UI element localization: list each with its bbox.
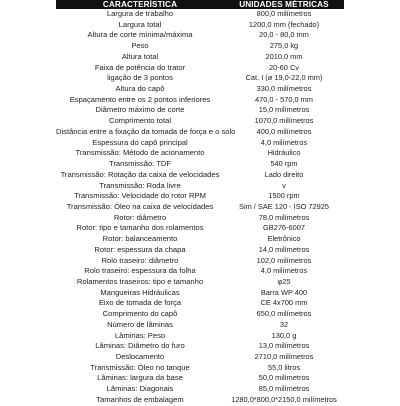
characteristic-cell: Altura de corte mínima/máxima <box>87 30 193 40</box>
characteristic-cell: Altura total <box>121 51 159 61</box>
metric-value-cell: Eletrônico <box>267 234 301 244</box>
table-row <box>56 309 344 320</box>
metric-value-cell: 20-60 Cv <box>269 62 299 72</box>
characteristic-cell: Rotor: tipo e tamanho dos rolamentos <box>76 223 204 233</box>
table-row <box>56 191 344 202</box>
characteristic-cell: Comprimento total <box>108 116 172 126</box>
characteristic-cell: Transmissão: Rotação da caixa de velocidades <box>60 169 220 179</box>
metric-value-cell: Hidráulico <box>267 148 301 158</box>
characteristic-cell: Transmissão: Velocidade do rotor RPM <box>74 191 206 201</box>
characteristic-cell: Lâminas: largura da base <box>97 373 183 383</box>
table-row <box>56 395 344 406</box>
table-row <box>56 138 344 149</box>
characteristic-cell: Lâminas: Diâmetro do furo <box>95 341 185 351</box>
characteristic-cell: Transmissão: Óleo no tanque <box>90 362 190 372</box>
metric-value-cell: CE 4x700 mm <box>260 298 308 308</box>
characteristic-cell: Transmissão: Óleo na caixa de velocidades <box>66 201 214 211</box>
metric-value-cell: 78,0 milímetros <box>258 212 310 222</box>
characteristic-cell: Faixa de potência do trator <box>94 62 186 72</box>
characteristic-cell: Lâminas: Diagonais <box>106 384 174 394</box>
characteristic-cell: Espaçamento entre os 2 pontos inferiores <box>69 94 211 104</box>
table-row <box>56 159 344 170</box>
characteristic-cell: Número de lâminas <box>107 319 173 329</box>
table-row <box>56 202 344 213</box>
table-row <box>56 41 344 52</box>
metric-value-cell: 275,0 kg <box>269 41 299 51</box>
metric-value-cell: 15,0 milímetros <box>258 105 310 115</box>
characteristic-cell: Rolamentos traseiros: tipo e tamanho <box>76 276 204 286</box>
table-row <box>56 170 344 181</box>
table-row <box>56 298 344 309</box>
table-row <box>56 277 344 288</box>
table-row <box>56 148 344 159</box>
metric-value-cell: 1280,0*800,0*2150,0 milímetros <box>231 394 337 404</box>
metric-value-cell: 14,0 milímetros <box>258 244 310 254</box>
table-row <box>56 234 344 245</box>
metric-value-cell: 1070,0 milímetros <box>254 116 314 126</box>
table-row <box>56 373 344 384</box>
metric-value-cell: Lado direito <box>264 169 304 179</box>
table-row <box>56 320 344 331</box>
table-row <box>56 288 344 299</box>
spec-table <box>56 0 344 406</box>
table-row <box>56 331 344 342</box>
characteristic-cell: Transmissão: Método de acionamento <box>75 148 205 158</box>
characteristic-cell: Lâminas: Peso <box>114 330 166 340</box>
metric-value-cell: 102,0 milímetros <box>256 255 312 265</box>
table-row <box>56 213 344 224</box>
metric-value-cell: 4,0 milímetros <box>260 137 308 147</box>
metric-value-cell: 130,0 g <box>271 330 297 340</box>
characteristic-cell: Altura do capô <box>115 84 165 94</box>
table-row <box>56 105 344 116</box>
metric-value-cell: 4,0 milímetros <box>260 266 308 276</box>
table-row <box>56 181 344 192</box>
metric-value-cell: 400,0 milímetros <box>256 126 312 136</box>
table-row <box>56 341 344 352</box>
metric-value-cell: 55,0 litros <box>267 362 301 372</box>
metric-value-cell: v <box>282 180 286 190</box>
metric-value-cell: 470,0 - 570,0 mm <box>255 94 313 104</box>
table-row <box>56 266 344 277</box>
metric-value-cell: 20,0 - 80,0 mm <box>259 30 309 40</box>
table-row <box>56 30 344 41</box>
characteristic-cell: Distância entre a fixação da tomada de força e o solo <box>56 126 236 136</box>
table-row <box>56 116 344 127</box>
metric-value-cell: 85,0 milímetros <box>258 384 310 394</box>
metric-value-cell: 540 rpm <box>270 159 298 169</box>
table-row <box>56 223 344 234</box>
metric-value-cell: 32 <box>279 319 289 329</box>
characteristic-cell: Largura total <box>118 19 162 29</box>
characteristic-cell: Diâmetro máximo de corte <box>95 105 185 115</box>
characteristic-cell: Tamanhos de embalagem <box>96 394 184 404</box>
table-row <box>56 352 344 363</box>
metric-value-cell: 650,0 milímetros <box>256 309 312 319</box>
metric-value-cell: Barra WP 400 <box>260 287 308 297</box>
table-row <box>56 384 344 395</box>
metric-value-cell: 2010,0 mm <box>265 51 303 61</box>
metric-value-cell: φ25 <box>277 276 291 286</box>
header-characteristic: CARACTERÍSTICA <box>56 0 224 9</box>
table-row <box>56 9 344 20</box>
metric-value-cell: 13,0 milímetros <box>258 341 310 351</box>
spec-table-header <box>56 0 344 9</box>
metric-value-cell: 50,0 milímetros <box>258 373 310 383</box>
header-row <box>56 0 344 9</box>
table-row <box>56 63 344 74</box>
characteristic-cell: Rolo traseiro: diâmetro <box>101 255 179 265</box>
table-row <box>56 256 344 267</box>
characteristic-cell: Rolo traseiro: espessura da folha <box>84 266 196 276</box>
characteristic-cell: Peso <box>131 41 149 51</box>
table-row <box>56 95 344 106</box>
table-row <box>56 363 344 374</box>
table-row <box>56 84 344 95</box>
table-row <box>56 73 344 84</box>
characteristic-cell: Comprimento do capô <box>102 309 178 319</box>
spec-sheet <box>56 0 344 406</box>
table-row <box>56 52 344 63</box>
metric-value-cell: 1500 rpm <box>268 191 300 201</box>
table-row <box>56 127 344 138</box>
metric-value-cell: Sim / SAE 120 - ISO 72925 <box>239 201 329 211</box>
metric-value-cell: GB276-6007 <box>263 223 305 233</box>
characteristic-cell: Espessura do capô principal <box>92 137 188 147</box>
characteristic-cell: Rotor: espessura da chapa <box>94 244 186 254</box>
characteristic-cell: Transmissão: Roda livre <box>99 180 181 190</box>
characteristic-cell: Rotor: diâmetro <box>113 212 167 222</box>
metric-value-cell: 2710,0 milímetros <box>254 352 314 361</box>
characteristic-cell: Rotor: balanceamento <box>102 234 178 244</box>
characteristic-cell: Largura de trabalho <box>106 9 174 18</box>
spec-table-body <box>56 9 344 406</box>
metric-value-cell: Cat. I (ø 19,0-22,0 mm) <box>245 73 323 83</box>
characteristic-cell: Transmissão: TDF <box>108 159 172 169</box>
header-metric-units: UNIDADES MÉTRICAS <box>224 0 344 9</box>
table-row <box>56 245 344 256</box>
characteristic-cell: Deslocamento <box>115 352 165 361</box>
characteristic-cell: Eixo de tomada de força <box>98 298 182 308</box>
characteristic-cell: Mangueiras Hidráulicas <box>100 287 180 297</box>
metric-value-cell: 1200,0 mm (fechado) <box>248 19 320 29</box>
characteristic-cell: ligação de 3 pontos <box>107 73 173 83</box>
metric-value-cell: 330,0 milímetros <box>256 84 312 94</box>
table-row <box>56 20 344 31</box>
metric-value-cell: 800,0 milímetros <box>256 9 312 18</box>
